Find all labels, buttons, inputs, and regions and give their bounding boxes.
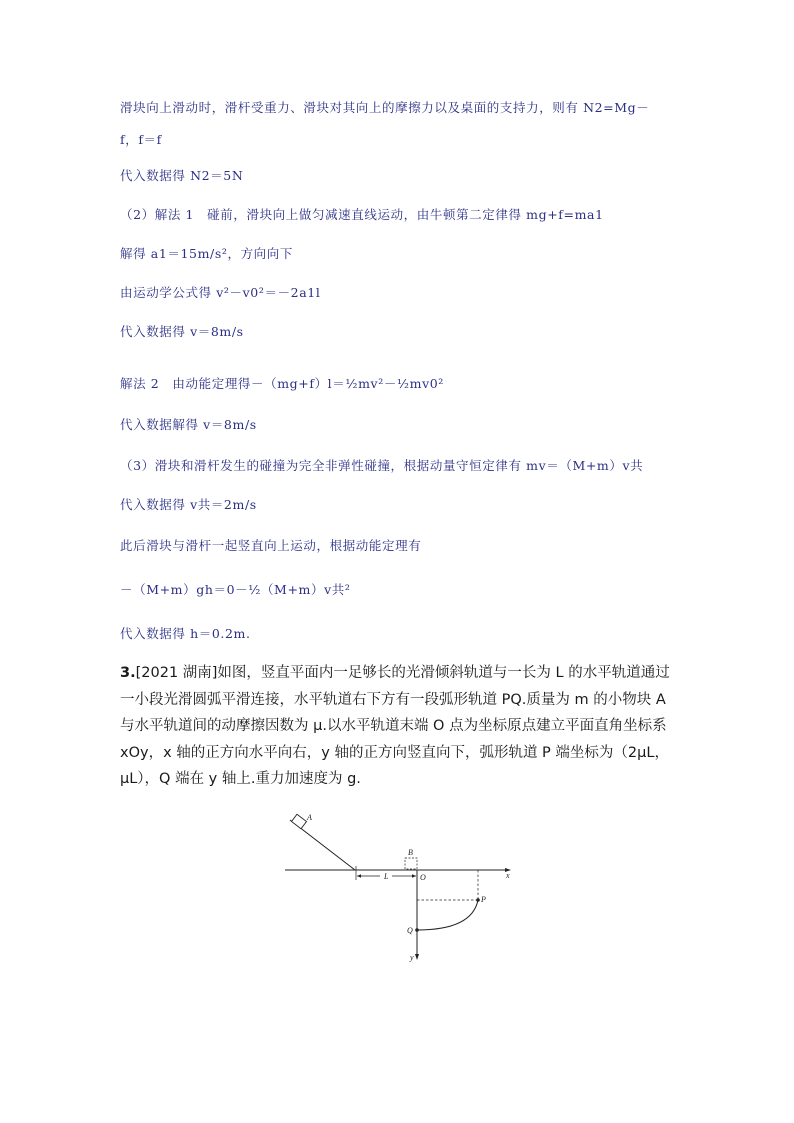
solution-line-1: 滑块向上滑动时，滑杆受重力、滑块对其向上的摩擦力以及桌面的支持力，则有 N2=Mg－ [120, 100, 650, 115]
label-q: Q [407, 926, 413, 935]
track-diagram [280, 808, 520, 968]
solution-line-14: 代入数据得 h＝0.2m. [120, 626, 251, 641]
dimension-arrow-left [357, 874, 361, 877]
solution-line-10: （3）滑块和滑杆发生的碰撞为完全非弹性碰撞，根据动量守恒定律有 mv＝（M+m）v共 [120, 458, 644, 473]
block-b-dashed [405, 858, 417, 869]
solution-line-4: （2）解法 1 碰前，滑块向上做匀减速直线运动，由牛顿第二定律得 mg+f=ma1 [120, 207, 604, 222]
solution-line-7: 代入数据得 v＝8m/s [120, 324, 244, 339]
label-a: A [307, 813, 312, 822]
label-b: B [408, 848, 413, 857]
solution-line-6: 由运动学公式得 v²－v0²＝－2a1l [120, 285, 321, 300]
label-x: x [506, 871, 510, 880]
solution-line-5: 解得 a1＝15m/s²，方向向下 [120, 246, 293, 261]
label-l: L [384, 872, 389, 881]
arc-track-pq [417, 900, 478, 930]
solution-line-12: 此后滑块与滑杆一起竖直向上运动，根据动能定理有 [120, 538, 422, 553]
dimension-arrow-right [412, 874, 416, 877]
point-q [415, 928, 419, 932]
y-axis-arrow [415, 954, 419, 960]
label-o: O [420, 873, 426, 882]
problem-3 [120, 660, 680, 793]
problem-text: [2021 湖南]如图，竖直平面内一足够长的光滑倾斜轨道与一长为 L 的水平轨道通过一小段光滑圆弧平滑连接，水平轨道右下方有一段弧形轨道 PQ.质量为 m 的小物块 A 与水平轨道间的动摩擦因数为 μ.以水平轨道末端 O 点为坐标原点建立平面直角坐标系 xOy，x 轴的正方向水平向右，y 轴的正方向竖直向下，弧形轨道 P 端坐标为（2μL，μL），Q 端在 y 轴上.重力加速度为 g. [120, 665, 670, 787]
label-p: P [481, 895, 486, 904]
label-y: y [410, 953, 414, 962]
block-a [292, 814, 307, 828]
solution-line-13: －（M+m）gh＝0－½（M+m）v共² [120, 582, 351, 597]
solution-line-3: 代入数据得 N2＝5N [120, 168, 244, 183]
problem-number: 3. [120, 665, 136, 681]
point-p [476, 898, 480, 902]
solution-line-8: 解法 2 由动能定理得－（mg+f）l＝½mv²－½mv0² [120, 376, 444, 391]
solution-line-9: 代入数据解得 v＝8m/s [120, 417, 257, 432]
solution-line-2: f，f＝f [120, 132, 162, 147]
solution-line-11: 代入数据得 v共＝2m/s [120, 497, 257, 512]
